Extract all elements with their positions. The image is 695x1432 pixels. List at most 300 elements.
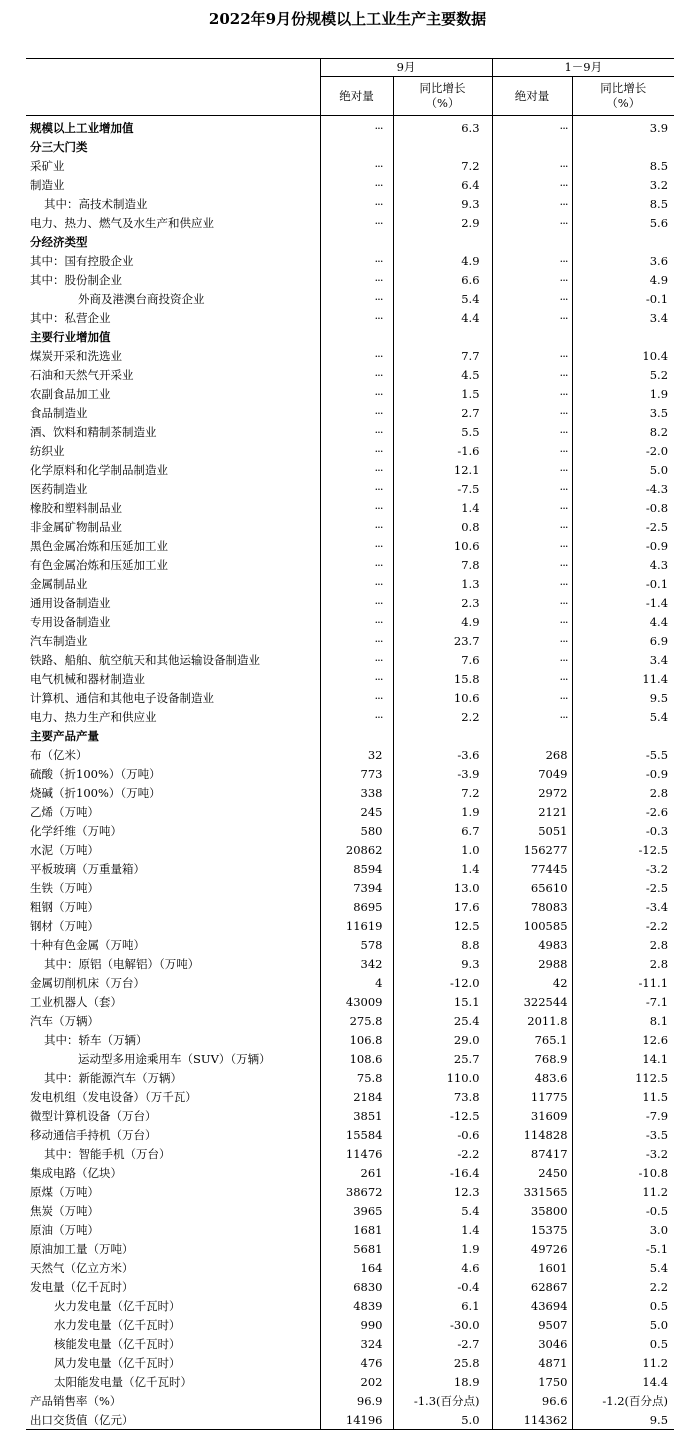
month-abs-cell: ··· [320,346,393,365]
month-abs-cell: ··· [320,213,393,232]
month-abs-cell: 202 [320,1372,393,1391]
table-row [26,441,674,460]
table-row [26,1087,674,1106]
row-label: 化学纤维（万吨） [30,823,122,838]
ytd-abs-cell: 62867 [492,1277,572,1296]
ytd-abs-cell: 765.1 [492,1030,572,1049]
table-row [26,726,674,745]
ytd-abs-cell: ··· [492,175,572,194]
table-row [26,1258,674,1277]
ytd-yoy-cell: 14.1 [572,1049,674,1068]
row-label: 铁路、船舶、航空航天和其他运输设备制造业 [30,652,260,667]
row-label: 硫酸（折100%）（万吨） [30,766,161,781]
month-abs-cell: 1681 [320,1220,393,1239]
ytd-abs-cell: 35800 [492,1201,572,1220]
month-abs-cell: 4 [320,973,393,992]
month-yoy-cell: 1.9 [393,802,492,821]
table-row [26,270,674,289]
month-abs-cell: ··· [320,498,393,517]
ytd-yoy-cell: -4.3 [572,479,674,498]
ytd-yoy-cell: -2.5 [572,878,674,897]
month-abs-cell: ··· [320,536,393,555]
month-yoy-cell: 18.9 [393,1372,492,1391]
table-row [26,1239,674,1258]
ytd-yoy-cell: -3.4 [572,897,674,916]
ytd-yoy-cell: 3.2 [572,175,674,194]
row-label: 制造业 [30,177,65,192]
ytd-abs-cell: ··· [492,612,572,631]
row-label: 黑色金属冶炼和压延加工业 [30,538,168,553]
month-yoy-cell: -1.6 [393,441,492,460]
ytd-yoy-cell: -10.8 [572,1163,674,1182]
month-abs-cell: ··· [320,403,393,422]
table-row [26,232,674,251]
table-row [26,327,674,346]
month-abs-cell: 3965 [320,1201,393,1220]
row-label: 外商及港澳台商投资企业 [78,291,205,306]
ytd-abs-cell: 11775 [492,1087,572,1106]
month-yoy-cell: 6.3 [393,116,492,138]
month-yoy-cell: 7.2 [393,783,492,802]
ytd-yoy-cell: 5.0 [572,460,674,479]
ytd-abs-cell: 49726 [492,1239,572,1258]
month-yoy-cell: -0.6 [393,1125,492,1144]
row-label: 其中：私营企业 [30,310,111,325]
ytd-yoy-cell: -1.2(百分点) [572,1391,674,1410]
month-yoy-header-line1: 同比增长 [419,81,466,95]
month-abs-cell: 11476 [320,1144,393,1163]
ytd-yoy-cell: 2.8 [572,935,674,954]
table-row [26,859,674,878]
table-row [26,992,674,1011]
ytd-yoy-cell: 8.5 [572,194,674,213]
table-row [26,1106,674,1125]
table-row [26,612,674,631]
ytd-abs-cell: ··· [492,631,572,650]
ytd-yoy-cell: 5.4 [572,707,674,726]
month-abs-cell: 11619 [320,916,393,935]
month-yoy-cell: 2.9 [393,213,492,232]
ytd-abs-cell: 4983 [492,935,572,954]
table-row [26,954,674,973]
table-row [26,878,674,897]
ytd-yoy-cell: 8.5 [572,156,674,175]
table-row [26,251,674,270]
row-label: 粗钢（万吨） [30,899,99,914]
month-abs-cell: ··· [320,555,393,574]
row-label: 出口交货值（亿元） [26,1410,320,1430]
ytd-yoy-cell: -7.1 [572,992,674,1011]
row-label: 原油加工量（万吨） [30,1241,134,1256]
ytd-abs-cell: 77445 [492,859,572,878]
month-yoy-cell: 1.4 [393,498,492,517]
ytd-abs-cell: 114362 [492,1410,572,1430]
month-abs-cell: ··· [320,593,393,612]
ytd-yoy-cell: -0.3 [572,821,674,840]
industrial-data-table [26,58,674,1430]
month-yoy-cell: 6.7 [393,821,492,840]
table-row [26,536,674,555]
table-row [26,116,674,138]
ytd-yoy-cell: 9.5 [572,688,674,707]
row-label: 煤炭开采和洗选业 [30,348,122,363]
ytd-yoy-header [572,77,674,116]
month-abs-cell: ··· [320,574,393,593]
table-row [26,1049,674,1068]
month-abs-cell: ··· [320,688,393,707]
row-label: 汽车制造业 [30,633,88,648]
month-yoy-cell: -1.3(百分点) [393,1391,492,1410]
month-yoy-cell: -16.4 [393,1163,492,1182]
ytd-abs-cell: 3046 [492,1334,572,1353]
ytd-abs-cell: ··· [492,669,572,688]
ytd-abs-cell: 7049 [492,764,572,783]
month-abs-cell: ··· [320,194,393,213]
ytd-abs-cell: ··· [492,574,572,593]
ytd-abs-cell: ··· [492,346,572,365]
ytd-yoy-cell: 5.2 [572,365,674,384]
month-yoy-cell: 23.7 [393,631,492,650]
month-abs-cell: 15584 [320,1125,393,1144]
page-title: 2022年9月份规模以上工业生产主要数据 [208,10,487,28]
row-label: 发电机组（发电设备）（万千瓦） [30,1089,197,1104]
row-label: 天然气（亿立方米） [30,1260,134,1275]
item-header-blank [26,59,320,116]
row-label: 产品销售率（%） [30,1393,122,1408]
table-row [26,1220,674,1239]
month-yoy-cell: 29.0 [393,1030,492,1049]
table-row [26,1296,674,1315]
ytd-yoy-cell: -5.5 [572,745,674,764]
month-yoy-cell: -7.5 [393,479,492,498]
table-row [26,1144,674,1163]
month-yoy-cell: 4.9 [393,612,492,631]
row-label: 通用设备制造业 [30,595,111,610]
ytd-yoy-cell: 11.5 [572,1087,674,1106]
month-abs-cell: ··· [320,669,393,688]
ytd-yoy-cell: -12.5 [572,840,674,859]
month-abs-cell: 338 [320,783,393,802]
month-abs-cell [320,137,393,156]
ytd-abs-cell [492,232,572,251]
month-abs-cell: 43009 [320,992,393,1011]
row-label: 计算机、通信和其他电子设备制造业 [30,690,214,705]
ytd-yoy-cell [572,232,674,251]
table-row [26,498,674,517]
month-yoy-cell: -3.9 [393,764,492,783]
month-yoy-cell [393,232,492,251]
table-row [26,346,674,365]
row-label: 食品制造业 [30,405,88,420]
month-yoy-cell: 7.7 [393,346,492,365]
month-yoy-cell: 5.4 [393,1201,492,1220]
ytd-yoy-cell: 10.4 [572,346,674,365]
ytd-abs-cell: ··· [492,707,572,726]
ytd-abs-cell: 2121 [492,802,572,821]
ytd-yoy-cell: -2.0 [572,441,674,460]
month-abs-cell: ··· [320,251,393,270]
month-yoy-cell: -12.5 [393,1106,492,1125]
row-label: 发电量（亿千瓦时） [30,1279,134,1294]
month-abs-cell: 108.6 [320,1049,393,1068]
table-row [26,688,674,707]
month-yoy-cell: 12.3 [393,1182,492,1201]
row-label: 移动通信手持机（万台） [30,1127,157,1142]
month-abs-cell: ··· [320,479,393,498]
ytd-abs-cell: ··· [492,650,572,669]
ytd-yoy-cell: 3.4 [572,308,674,327]
table-row [26,802,674,821]
ytd-yoy-cell: 0.5 [572,1334,674,1353]
month-yoy-cell [393,137,492,156]
ytd-abs-cell: 5051 [492,821,572,840]
month-abs-cell: ··· [320,308,393,327]
table-row [26,1353,674,1372]
row-label: 电力、热力、燃气及水生产和供应业 [30,215,214,230]
month-abs-cell: 5681 [320,1239,393,1258]
table-row [26,365,674,384]
month-abs-cell: 476 [320,1353,393,1372]
month-abs-cell: ··· [320,631,393,650]
ytd-abs-cell [492,137,572,156]
month-abs-cell: 96.9 [320,1391,393,1410]
ytd-yoy-cell: 4.4 [572,612,674,631]
ytd-abs-cell: ··· [492,365,572,384]
ytd-abs-cell: ··· [492,116,572,138]
month-yoy-cell: -12.0 [393,973,492,992]
ytd-abs-header: 绝对量 [492,77,572,116]
month-abs-cell: 324 [320,1334,393,1353]
month-abs-cell: 275.8 [320,1011,393,1030]
table-row [26,194,674,213]
ytd-yoy-cell: -0.9 [572,536,674,555]
ytd-yoy-cell: 11.2 [572,1353,674,1372]
month-abs-cell: ··· [320,365,393,384]
table-row [26,764,674,783]
month-yoy-cell: 4.6 [393,1258,492,1277]
ytd-abs-cell: 9507 [492,1315,572,1334]
table-row [26,555,674,574]
month-abs-cell: 245 [320,802,393,821]
row-label: 工业机器人（套） [30,994,122,1009]
ytd-yoy-cell: 3.5 [572,403,674,422]
month-abs-cell: ··· [320,707,393,726]
table-row [26,479,674,498]
month-yoy-cell: 4.9 [393,251,492,270]
ytd-abs-cell: 114828 [492,1125,572,1144]
table-row [26,631,674,650]
month-yoy-cell: -2.7 [393,1334,492,1353]
ytd-abs-cell: 322544 [492,992,572,1011]
ytd-abs-cell: ··· [492,403,572,422]
month-yoy-cell: 10.6 [393,688,492,707]
ytd-yoy-cell: -2.5 [572,517,674,536]
table-row [26,384,674,403]
table-row [26,156,674,175]
ytd-abs-cell: ··· [492,498,572,517]
ytd-abs-cell: 268 [492,745,572,764]
ytd-abs-cell: 4871 [492,1353,572,1372]
month-abs-cell: 261 [320,1163,393,1182]
ytd-yoy-cell: -0.8 [572,498,674,517]
ytd-yoy-header-line1: 同比增长 [600,81,647,95]
ytd-yoy-cell: 6.9 [572,631,674,650]
month-yoy-cell: 5.4 [393,289,492,308]
ytd-yoy-cell: -0.1 [572,574,674,593]
row-label: 原煤（万吨） [30,1184,99,1199]
month-yoy-cell: 12.5 [393,916,492,935]
row-label: 微型计算机设备（万台） [30,1108,157,1123]
month-yoy-cell: 2.7 [393,403,492,422]
month-abs-cell: 75.8 [320,1068,393,1087]
month-yoy-cell: 73.8 [393,1087,492,1106]
table-row [26,1163,674,1182]
row-label: 电气机械和器材制造业 [30,671,145,686]
month-yoy-cell: 1.3 [393,574,492,593]
month-abs-cell: 578 [320,935,393,954]
table-row [26,1277,674,1296]
month-yoy-header-line2: （%） [425,96,460,110]
month-abs-cell: ··· [320,441,393,460]
table-row [26,213,674,232]
month-yoy-cell: 7.8 [393,555,492,574]
ytd-abs-cell: 2988 [492,954,572,973]
table-row [26,1315,674,1334]
table-row [26,840,674,859]
month-yoy-cell: 6.1 [393,1296,492,1315]
month-yoy-cell: -0.4 [393,1277,492,1296]
ytd-yoy-cell: 2.8 [572,783,674,802]
month-yoy-cell: 15.8 [393,669,492,688]
ytd-abs-cell: ··· [492,479,572,498]
month-yoy-cell: 12.1 [393,460,492,479]
month-abs-cell [320,726,393,745]
ytd-yoy-cell: -0.5 [572,1201,674,1220]
ytd-yoy-cell: 3.9 [572,116,674,138]
table-row [26,1068,674,1087]
month-yoy-cell: 2.2 [393,707,492,726]
row-label: 其中：智能手机（万台） [44,1146,171,1161]
table-row [26,821,674,840]
row-label: 橡胶和塑料制品业 [30,500,122,515]
ytd-yoy-cell: -11.1 [572,973,674,992]
table-row [26,669,674,688]
month-yoy-cell: 10.6 [393,536,492,555]
table-row [26,1011,674,1030]
month-yoy-cell: 4.4 [393,308,492,327]
ytd-yoy-cell [572,327,674,346]
ytd-abs-cell: ··· [492,593,572,612]
month-abs-cell: ··· [320,116,393,138]
row-label: 石油和天然气开采业 [30,367,134,382]
ytd-yoy-cell: 12.6 [572,1030,674,1049]
month-abs-cell: 6830 [320,1277,393,1296]
ytd-abs-cell: 2450 [492,1163,572,1182]
table-row [26,289,674,308]
ytd-yoy-cell: 8.2 [572,422,674,441]
table-body [26,116,674,1430]
month-yoy-cell: 5.5 [393,422,492,441]
row-label: 金属制品业 [30,576,88,591]
ytd-abs-cell: 65610 [492,878,572,897]
ytd-yoy-cell: -3.2 [572,1144,674,1163]
table-row [26,1372,674,1391]
month-abs-cell: 2184 [320,1087,393,1106]
ytd-yoy-cell: 4.3 [572,555,674,574]
row-label: 太阳能发电量（亿千瓦时） [54,1374,192,1389]
month-yoy-cell: 0.8 [393,517,492,536]
ytd-yoy-cell: 0.5 [572,1296,674,1315]
month-abs-cell [320,327,393,346]
month-abs-cell: ··· [320,460,393,479]
table-row [26,574,674,593]
row-label: 分三大门类 [30,139,88,154]
ytd-abs-cell: 96.6 [492,1391,572,1410]
row-label: 原油（万吨） [30,1222,99,1237]
table-row [26,460,674,479]
table-row [26,1125,674,1144]
ytd-yoy-cell: 11.4 [572,669,674,688]
ytd-abs-cell: 1601 [492,1258,572,1277]
ytd-abs-cell: ··· [492,422,572,441]
row-label: 水力发电量（亿千瓦时） [54,1317,181,1332]
month-abs-cell: 164 [320,1258,393,1277]
row-label: 其中：股份制企业 [30,272,122,287]
table-row [26,935,674,954]
row-label: 其中：国有控股企业 [30,253,134,268]
month-yoy-cell: 5.0 [393,1410,492,1430]
ytd-yoy-cell [572,137,674,156]
table-row [26,783,674,802]
ytd-abs-cell: ··· [492,688,572,707]
ytd-abs-cell: 42 [492,973,572,992]
table-row [26,897,674,916]
ytd-yoy-cell: 8.1 [572,1011,674,1030]
ytd-abs-cell: 43694 [492,1296,572,1315]
table-row [26,1182,674,1201]
ytd-yoy-cell: -2.2 [572,916,674,935]
row-label: 其中：新能源汽车（万辆） [44,1070,182,1085]
month-yoy-cell: 7.6 [393,650,492,669]
month-abs-cell: ··· [320,650,393,669]
ytd-abs-cell: ··· [492,517,572,536]
row-label: 水泥（万吨） [30,842,99,857]
ytd-abs-cell: ··· [492,460,572,479]
month-yoy-header [393,77,492,116]
month-abs-cell: ··· [320,175,393,194]
row-label: 其中：高技术制造业 [44,196,148,211]
month-yoy-cell: 6.4 [393,175,492,194]
ytd-yoy-cell: -2.6 [572,802,674,821]
ytd-yoy-cell: 3.6 [572,251,674,270]
ytd-abs-cell: 31609 [492,1106,572,1125]
ytd-abs-cell: ··· [492,441,572,460]
row-label: 风力发电量（亿千瓦时） [54,1355,181,1370]
ytd-yoy-cell: 11.2 [572,1182,674,1201]
month-abs-cell: ··· [320,289,393,308]
ytd-abs-cell: 15375 [492,1220,572,1239]
table-row [26,916,674,935]
ytd-abs-cell: ··· [492,251,572,270]
table-row [26,1334,674,1353]
row-label: 主要产品产量 [30,728,99,743]
month-yoy-cell [393,327,492,346]
ytd-yoy-cell: 14.4 [572,1372,674,1391]
month-yoy-cell: 13.0 [393,878,492,897]
row-label: 其中：原铝（电解铝）（万吨） [44,956,200,971]
month-abs-cell: ··· [320,422,393,441]
row-label: 化学原料和化学制品制造业 [30,462,168,477]
